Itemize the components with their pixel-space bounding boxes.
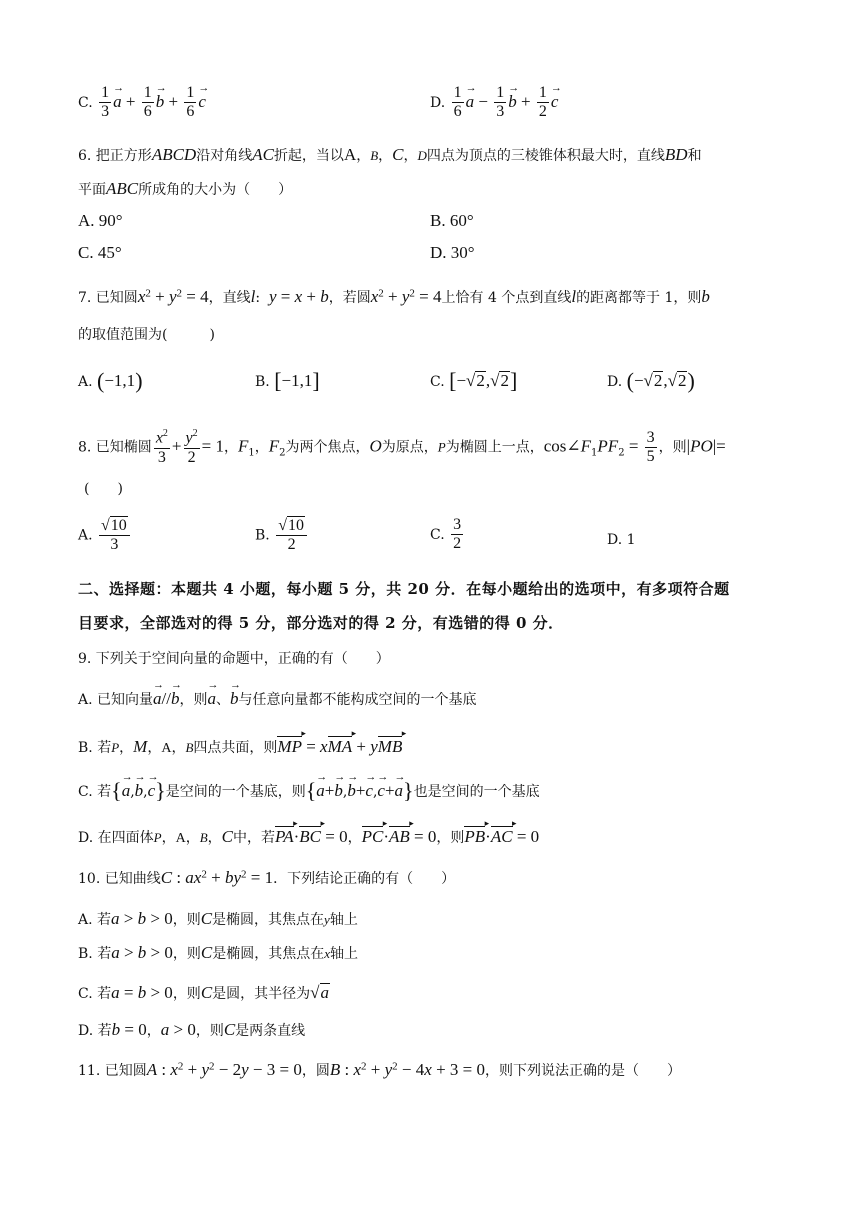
question-6-stem: 6. 把正方形ABCD沿对角线AC折起，当以A，B，C，D四点为顶点的三棱锥体积最大时，直线BD和: [78, 145, 702, 164]
q6-option-a: A. 90°: [78, 211, 123, 230]
q8-option-a: A. $\frac{√10}{3}$: [78, 516, 132, 555]
q9-option-a: A. 已知向量→ a//→ b，则→ a、→ b与任意向量都不能构成空间的一个基底: [78, 690, 476, 707]
q10-option-b: B. 若a > b > 0，则C是椭圆，其焦点在x轴上: [78, 943, 359, 962]
fraction: $\frac{1}{3}$: [101, 84, 110, 121]
q9-option-d: D. 在四面体P，A，B，C中，若PA ▸·BC ▸ = 0，PC ▸·AB ▸ = 0，则PB ▸·AC ▸ = 0: [78, 826, 539, 846]
q9-option-b: B. 若P，M，A，B四点共面，则MP ▸ = xMA ▸ + yMB ▸: [78, 736, 402, 756]
q10-option-d: D. 若b = 0，a > 0，则C是两条直线: [78, 1020, 306, 1039]
q6-option-d: D. 30°: [430, 243, 475, 262]
q7-option-a: A. (−1,1): [78, 368, 143, 393]
question-7-line2: 的取值范围为( ): [78, 327, 215, 343]
q10-option-c: C. 若a = b > 0，则C是圆，其半径为√a: [78, 983, 329, 1002]
q8-option-b: B. $\frac{√10}{2}$: [255, 516, 309, 555]
q10-option-a: A. 若a > b > 0，则C是椭圆，其焦点在y轴上: [78, 909, 358, 928]
q7-option-c: C. [−√2,√2]: [430, 368, 518, 393]
q8-option-c: C. $\frac{3}{2}$: [430, 516, 462, 553]
section-2-heading-line2: 目要求，全部选对的得 5 分，部分选对的得 2 分，有选错的得 0 分．: [78, 614, 564, 632]
q8-option-d: D. 1: [607, 532, 636, 548]
q6-option-c: C. 45°: [78, 243, 122, 262]
q9-option-c: C. 若{→ a,→ b,→ c}是空间的一个基底，则{→ a+→ b,→ b+→ c,→ c+→ a}也是空间的一个基底: [78, 780, 540, 802]
q7-option-b: B. [−1,1]: [255, 368, 320, 393]
section-2-heading-line1: 二、选择题：本题共 4 小题，每小题 5 分，共 20 分．在每小题给出的选项中，有多项符合题: [78, 580, 730, 598]
question-11-stem: 11. 已知圆A : $x^2 + y^2 - 2y - 3 = 0$，圆B : $x^2 + y^2 - 4x + 3 = 0$，则下列说法正确的是（ ）: [78, 1060, 681, 1079]
question-9-stem: 9. 下列关于空间向量的命题中，正确的有（ ）: [78, 651, 390, 667]
question-8-line2: ( ): [84, 481, 123, 497]
q6-option-b: B. 60°: [430, 211, 474, 230]
question-7-stem: 7. 已知圆$x^2 + y^2 = 4$，直线l: y = x + b，若圆$x^2 + y^2 = 4$上恰有 4 个点到直线l的距离都等于 1，则b: [78, 287, 710, 306]
question-10-stem: 10. 已知曲线C : $ax^2 + by^2 = 1$．下列结论正确的有（ ）: [78, 868, 456, 887]
q5-option-d: D. $\frac{1}{6}$ → a − $\frac{1}{3}$ → b + $\frac{1}{2}$ → c: [430, 84, 558, 122]
question-8-stem: 8. 已知椭圆 $\frac{x^2}{3}$ + $\frac{y^2}{2}$ = 1，$F_1$，$F_2$为两个焦点，O为原点，P为椭圆上一点，$\cos\angle F_1PF_2$ = $\frac{3}{5}$ ，则|PO|=: [78, 428, 726, 466]
question-6-line2: 平面ABC所成角的大小为（ ）: [78, 179, 293, 198]
q5-option-c: C. $\frac{1}{3}$ → a + $\frac{1}{6}$ → b + $\frac{1}{6}$ → c: [78, 84, 206, 122]
q7-option-d: D. (−√2,√2): [607, 368, 695, 393]
